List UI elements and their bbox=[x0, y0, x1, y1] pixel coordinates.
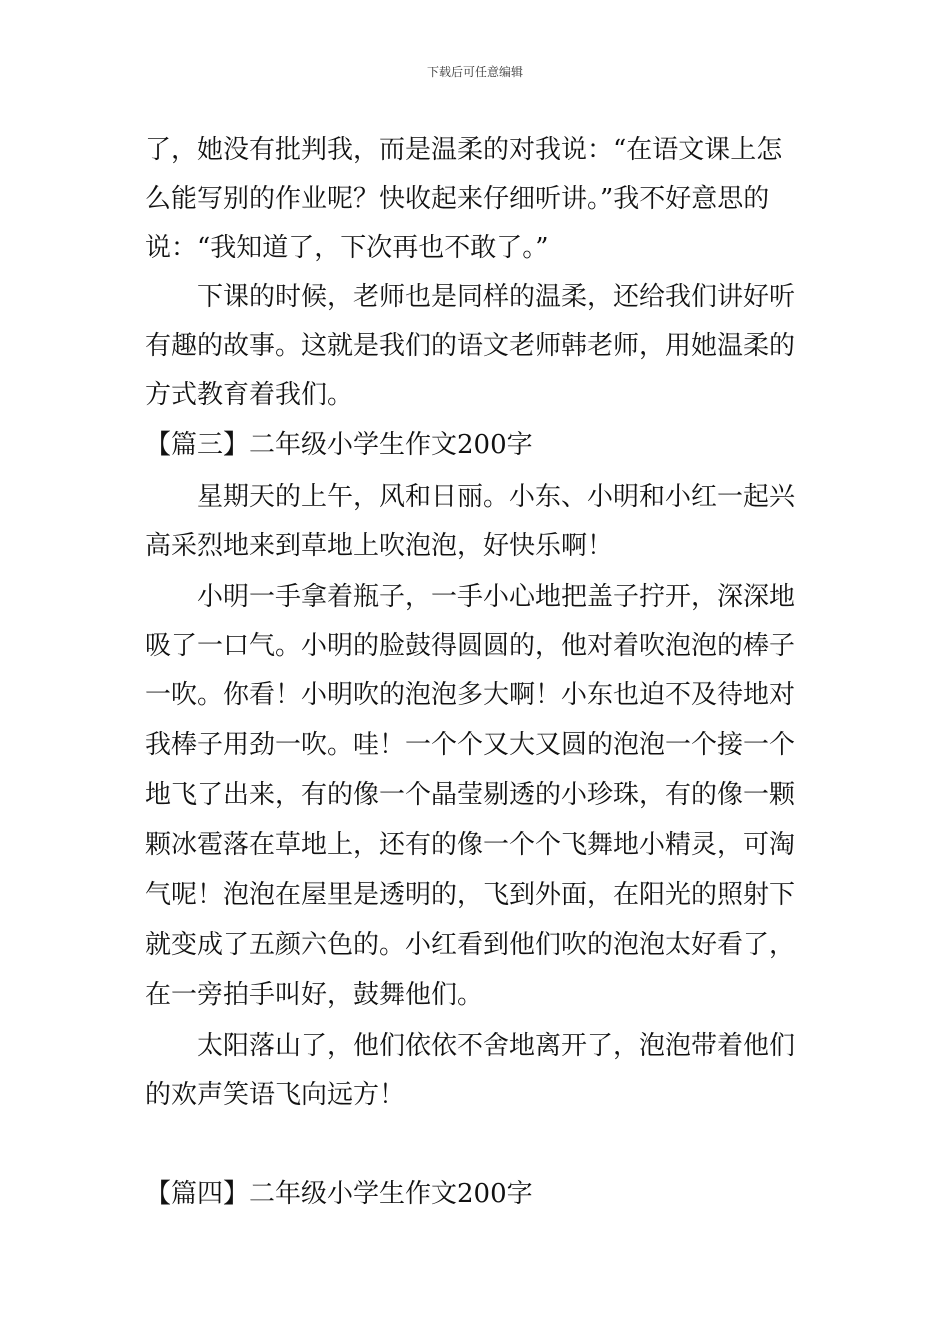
paragraph-line: 我棒子用劲一吹。哇！一个个又大又圆的泡泡一个接一个 bbox=[145, 730, 796, 760]
paragraph-line: 星期天的上午，风和日丽。小东、小明和小红一起兴 bbox=[197, 482, 796, 512]
paragraph-line: 下课的时候，老师也是同样的温柔，还给我们讲好听 bbox=[197, 282, 796, 312]
page-header: 下载后可任意编辑 bbox=[426, 65, 523, 79]
paragraph-line: 颗冰雹落在草地上，还有的像一个个飞舞地小精灵，可淘 bbox=[145, 830, 796, 860]
paragraph-line: 的欢声笑语飞向远方！ bbox=[145, 1080, 406, 1110]
paragraph-line: 太阳落山了，他们依依不舍地离开了，泡泡带着他们 bbox=[197, 1031, 796, 1061]
paragraph-line: 方式教育着我们。 bbox=[145, 380, 354, 410]
paragraph-line: 有趣的故事。这就是我们的语文老师韩老师，用她温柔的 bbox=[145, 331, 796, 361]
section-heading: 【篇三】二年级小学生作文200字 bbox=[145, 430, 533, 460]
paragraph-line: 就变成了五颜六色的。小红看到他们吹的泡泡太好看了， bbox=[145, 930, 796, 960]
paragraph-line: 在一旁拍手叫好，鼓舞他们。 bbox=[145, 980, 484, 1010]
paragraph-line: 地飞了出来，有的像一个晶莹剔透的小珍珠，有的像一颗 bbox=[145, 780, 796, 810]
paragraph-line: 吸了一口气。小明的脸鼓得圆圆的，他对着吹泡泡的棒子 bbox=[145, 631, 796, 661]
paragraph-line: 高采烈地来到草地上吹泡泡，好快乐啊！ bbox=[145, 531, 614, 561]
paragraph-line: 一吹。你看！小明吹的泡泡多大啊！小东也迫不及待地对 bbox=[145, 680, 796, 710]
paragraph-line: 气呢！泡泡在屋里是透明的，飞到外面，在阳光的照射下 bbox=[145, 880, 796, 910]
paragraph-line: 么能写别的作业呢？快收起来仔细听讲。”我不好意思的 bbox=[145, 184, 770, 214]
paragraph-line: 小明一手拿着瓶子，一手小心地把盖子拧开，深深地 bbox=[197, 582, 796, 612]
paragraph-line: 了，她没有批判我，而是温柔的对我说：“在语文课上怎 bbox=[145, 135, 783, 165]
paragraph-line: 说：“我知道了，下次再也不敢了。” bbox=[145, 233, 549, 263]
section-heading: 【篇四】二年级小学生作文200字 bbox=[145, 1179, 533, 1209]
